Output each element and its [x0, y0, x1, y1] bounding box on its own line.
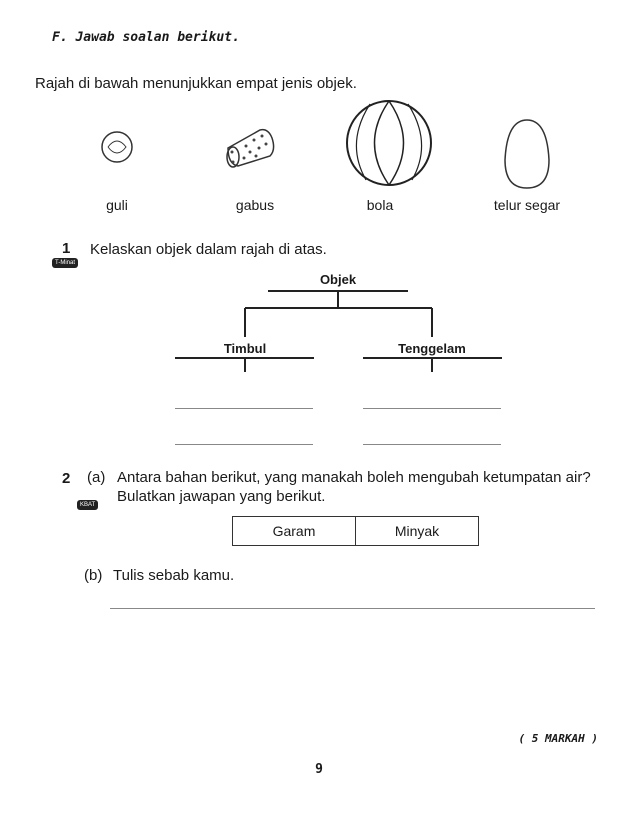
object-label-gabus: gabus — [235, 197, 275, 213]
question-2a-text: Antara bahan berikut, yang manakah boleh mengubah ketumpatan air? — [117, 469, 591, 486]
question-2b-label: (b) — [84, 567, 103, 584]
question-1-badge: T-Minat — [52, 258, 78, 268]
option-garam[interactable]: Garam — [233, 517, 356, 546]
object-label-guli: guli — [106, 197, 128, 213]
answer-line-timbul-2[interactable] — [175, 444, 313, 445]
tree-node-timbul: Timbul — [223, 341, 267, 356]
question-1-text: Kelaskan objek dalam rajah di atas. — [90, 241, 327, 258]
object-label-telur: telur segar — [493, 197, 561, 213]
marks-label: ( 5 MARKAH ) — [518, 732, 598, 745]
answer-line-timbul-1[interactable] — [175, 408, 313, 409]
section-title: F. Jawab soalan berikut. — [52, 30, 240, 45]
question-2-badge: KBAT — [77, 500, 98, 510]
object-label-bola: bola — [366, 197, 394, 213]
tree-node-tenggelam: Tenggelam — [398, 341, 466, 356]
answer-line-tenggelam-2[interactable] — [363, 444, 501, 445]
options-table — [232, 516, 479, 546]
tree-root-objek: Objek — [319, 272, 357, 287]
question-2b-text: Tulis sebab kamu. — [113, 567, 235, 584]
page-number: 9 — [315, 762, 323, 777]
question-2-number: 2 — [62, 470, 71, 487]
intro-text: Rajah di bawah menunjukkan empat jenis objek. — [35, 75, 357, 92]
question-2a-label: (a) — [87, 469, 106, 486]
option-minyak[interactable]: Minyak — [356, 517, 479, 546]
question-2a-instruction: Bulatkan jawapan yang berikut. — [117, 488, 326, 505]
answer-line-tenggelam-1[interactable] — [363, 408, 501, 409]
question-1-number: 1 — [62, 240, 71, 257]
answer-line-2b[interactable] — [110, 608, 595, 609]
